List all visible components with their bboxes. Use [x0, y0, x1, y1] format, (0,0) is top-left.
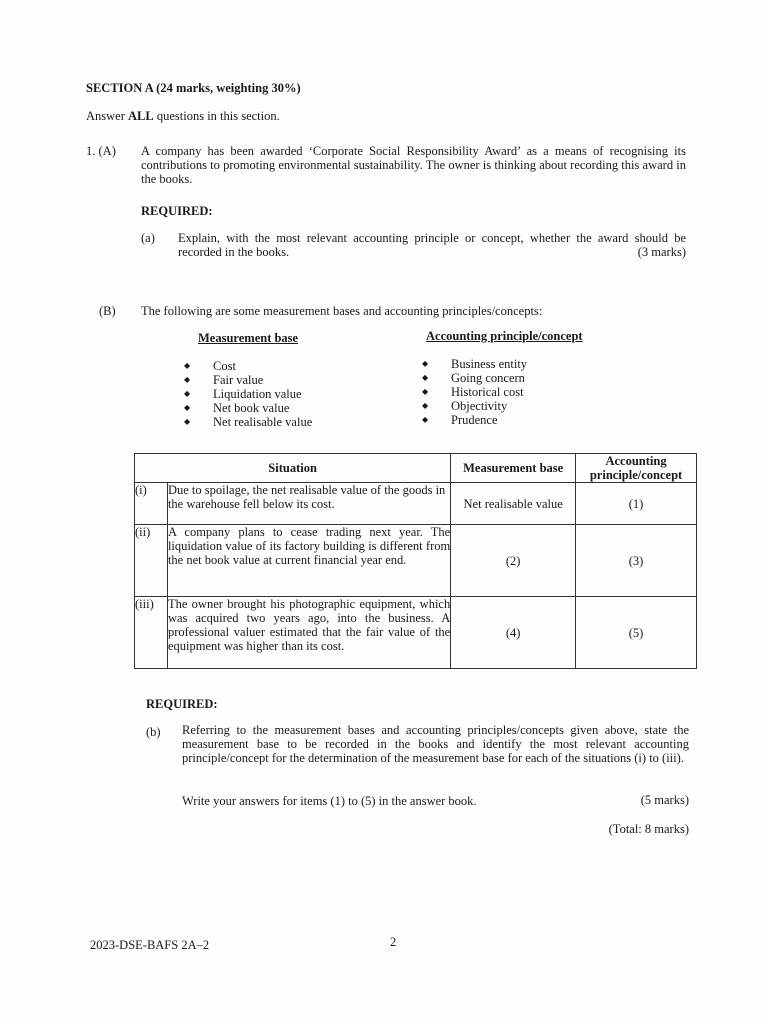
- page-number: 2: [390, 935, 397, 949]
- part-a-text: A company has been awarded ‘Corporate Social Responsibility Award’ as a means of recognising its contributions to promoting environmental sustainability. The owner is thinking about recording this award in the books.: [141, 144, 686, 186]
- table-row: [135, 525, 697, 597]
- header-situation: Situation: [135, 454, 451, 483]
- question-number: 1. (A): [86, 144, 116, 158]
- instruction: [86, 109, 280, 123]
- list-item: ◆ Net realisable value: [184, 415, 313, 429]
- row-situation: Due to spoilage, the net realisable value of the goods in the warehouse fell below its cost.: [167, 483, 450, 525]
- list-item: ◆ Liquidation value: [184, 387, 302, 401]
- row-principle: (1): [576, 483, 697, 525]
- section-heading: SECTION A (24 marks, weighting 30%): [86, 81, 301, 95]
- instruction-suffix: questions in this section.: [153, 109, 280, 123]
- row-number: (iii): [135, 597, 168, 669]
- table-row: [135, 483, 697, 525]
- table-header-row: [135, 454, 697, 483]
- footer-code: 2023-DSE-BAFS 2A–2: [90, 938, 210, 952]
- principle-heading: Accounting principle/concept: [426, 329, 583, 343]
- sub-a-text: Explain, with the most relevant accounting principle or concept, whether the award should be recorded in the books.: [178, 231, 686, 259]
- total-marks: (Total: 8 marks): [608, 822, 689, 836]
- situation-table: [134, 453, 697, 669]
- row-measurement-base: (4): [451, 597, 576, 669]
- bullet-icon: ◆: [422, 359, 429, 368]
- measurement-list: [184, 359, 384, 429]
- row-number: (ii): [135, 525, 168, 597]
- row-principle: (3): [576, 525, 697, 597]
- list-item: ◆ Fair value: [184, 373, 264, 387]
- row-situation: A company plans to cease trading next year. The liquidation value of its factory building is different from the net book value at current financial year end.: [167, 525, 450, 597]
- instruction-prefix: Answer: [86, 109, 129, 123]
- list-item: ◆ Objectivity: [422, 399, 508, 413]
- row-situation: The owner brought his photographic equipment, which was acquired two years ago, into the business. A professional valuer estimated that the fair value of the equipment was higher than its cost.: [167, 597, 450, 669]
- header-measurement-base: Measurement base: [451, 454, 576, 483]
- required-label: REQUIRED:: [141, 204, 213, 218]
- sub-b-marks: (5 marks): [640, 793, 689, 807]
- bullet-icon: ◆: [422, 387, 429, 396]
- sub-b-text: Referring to the measurement bases and accounting principles/concepts given above, state the measurement base to be recorded in the books and identify the most relevant accounting principle/concept for the determination of the measurement base for each of the situations (i) to (iii).: [182, 723, 689, 765]
- sub-a-marks: (3 marks): [637, 245, 686, 259]
- bullet-icon: ◆: [422, 373, 429, 382]
- sub-b-label: (b): [146, 725, 161, 739]
- list-item: ◆ Net book value: [184, 401, 290, 415]
- principle-list: [422, 357, 622, 427]
- required-label-2: REQUIRED:: [146, 697, 218, 711]
- bullet-icon: ◆: [422, 415, 429, 424]
- bullet-icon: ◆: [184, 417, 191, 426]
- table-row: [135, 597, 697, 669]
- bullet-icon: ◆: [184, 403, 191, 412]
- list-item: ◆ Cost: [184, 359, 236, 373]
- bullet-icon: ◆: [422, 401, 429, 410]
- part-b-label: (B): [99, 304, 116, 318]
- instruction-bold: ALL: [128, 109, 154, 123]
- row-measurement-base: Net realisable value: [451, 483, 576, 525]
- row-principle: (5): [576, 597, 697, 669]
- part-b-text: The following are some measurement bases and accounting principles/concepts:: [141, 304, 543, 318]
- measurement-heading: Measurement base: [198, 331, 299, 345]
- list-item: ◆ Going concern: [422, 371, 525, 385]
- list-item: ◆ Prudence: [422, 413, 498, 427]
- bullet-icon: ◆: [184, 389, 191, 398]
- header-accounting-principle: Accounting principle/concept: [576, 454, 697, 483]
- row-number: (i): [135, 483, 168, 525]
- sub-a-label: (a): [141, 231, 155, 245]
- sub-b-answer-text: Write your answers for items (1) to (5) in the answer book.: [182, 794, 477, 808]
- bullet-icon: ◆: [184, 375, 191, 384]
- bullet-icon: ◆: [184, 361, 191, 370]
- list-item: ◆ Historical cost: [422, 385, 524, 399]
- list-item: ◆ Business entity: [422, 357, 528, 371]
- row-measurement-base: (2): [451, 525, 576, 597]
